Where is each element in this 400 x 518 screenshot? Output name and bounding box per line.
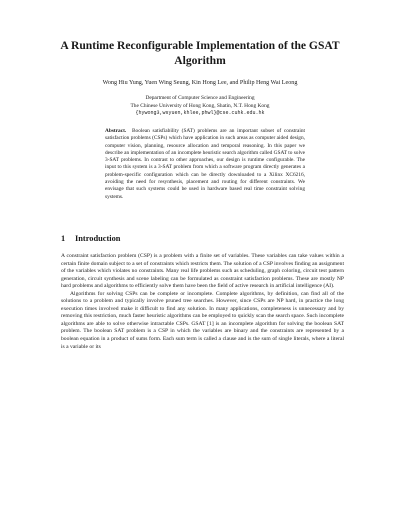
- section-title: Introduction: [75, 234, 121, 243]
- abstract-label: Abstract.: [105, 128, 127, 134]
- section-body: [61, 253, 344, 351]
- body-paragraph: A constraint satisfaction problem (CSP) is a problem with a finite set of variables. These variables can take values within a certain finite domain subject to a set of constraints which restricts them. The solution of a CSP involves finding an assignment of the variables which violates no constraints. Many real life problems such as scheduling, graph coloring, circuit test pattern generation, circuit synthesis and scene labeling can be formulated as constraint satisfaction problems. These are mostly NP hard problems and algorithms to efficiently solve them have been the field of active research in artificial intelligence (AI).: [61, 253, 344, 290]
- section-heading: [61, 234, 120, 244]
- body-paragraph: Algorithms for solving CSPs can be complete or incomplete. Complete algorithms, by definition, can find all of the solutions to a problem and typically involve pruned tree searches. However, since CSPs are NP hard, in practice the long execution times involved make it difficult to find any solution. In many applications, completeness is unnecessary and by removing this restriction, much faster heuristic algorithms can be employed to quickly scan the search space. Such incomplete algorithms are able to solve otherwise intractable CSPs. GSAT [1] is an incomplete algorithm for solving the boolean SAT problem. The boolean SAT problem is a CSP in which the variables are binary and the constraints are represented by a boolean equation in a product of sums form. Each sum term is called a clause and is the sum of single literals, where a literal is a variable or its: [61, 290, 344, 350]
- author-list: Wong Hiu Yung, Yuen Wing Seung, Kin Hong Lee, and Philip Heng Wai Leong: [102, 80, 298, 86]
- affiliation-institution: The Chinese University of Hong Kong, Shatin, N.T. Hong Kong: [130, 102, 270, 109]
- abstract: [105, 128, 305, 201]
- section-number: 1: [61, 234, 66, 243]
- author-email: {hywong3,wsyuen,khlee,phwl}@cse.cuhk.edu.hk: [135, 110, 265, 117]
- paper-title: A Runtime Reconfigurable Implementation of the GSAT Algorithm: [60, 39, 340, 67]
- abstract-text: Boolean satisfiability (SAT) problems are an important subset of constraint satisfaction problems (CSPs) which have application in such areas as computer aided design, computer vision, planning, resource allocation and temporal reasoning. In this paper we describe an implementation of an incomplete heuristic search algorithm called GSAT to solve 3-SAT problems. In contrast to other approaches, our design is runtime configurable. The input to this system is a 3-SAT problem from which a software program directly generates a problem-specific configuration which can be directly downloaded to a Xilinx XC6216, avoiding the need for resynthesis, placement and routing for different constraints. We envisage that such systems could be used in hardware based real time constraint solving systems.: [105, 128, 305, 200]
- affiliation-department: Department of Computer Science and Engineering: [145, 95, 255, 101]
- affiliation-block: [40, 95, 360, 118]
